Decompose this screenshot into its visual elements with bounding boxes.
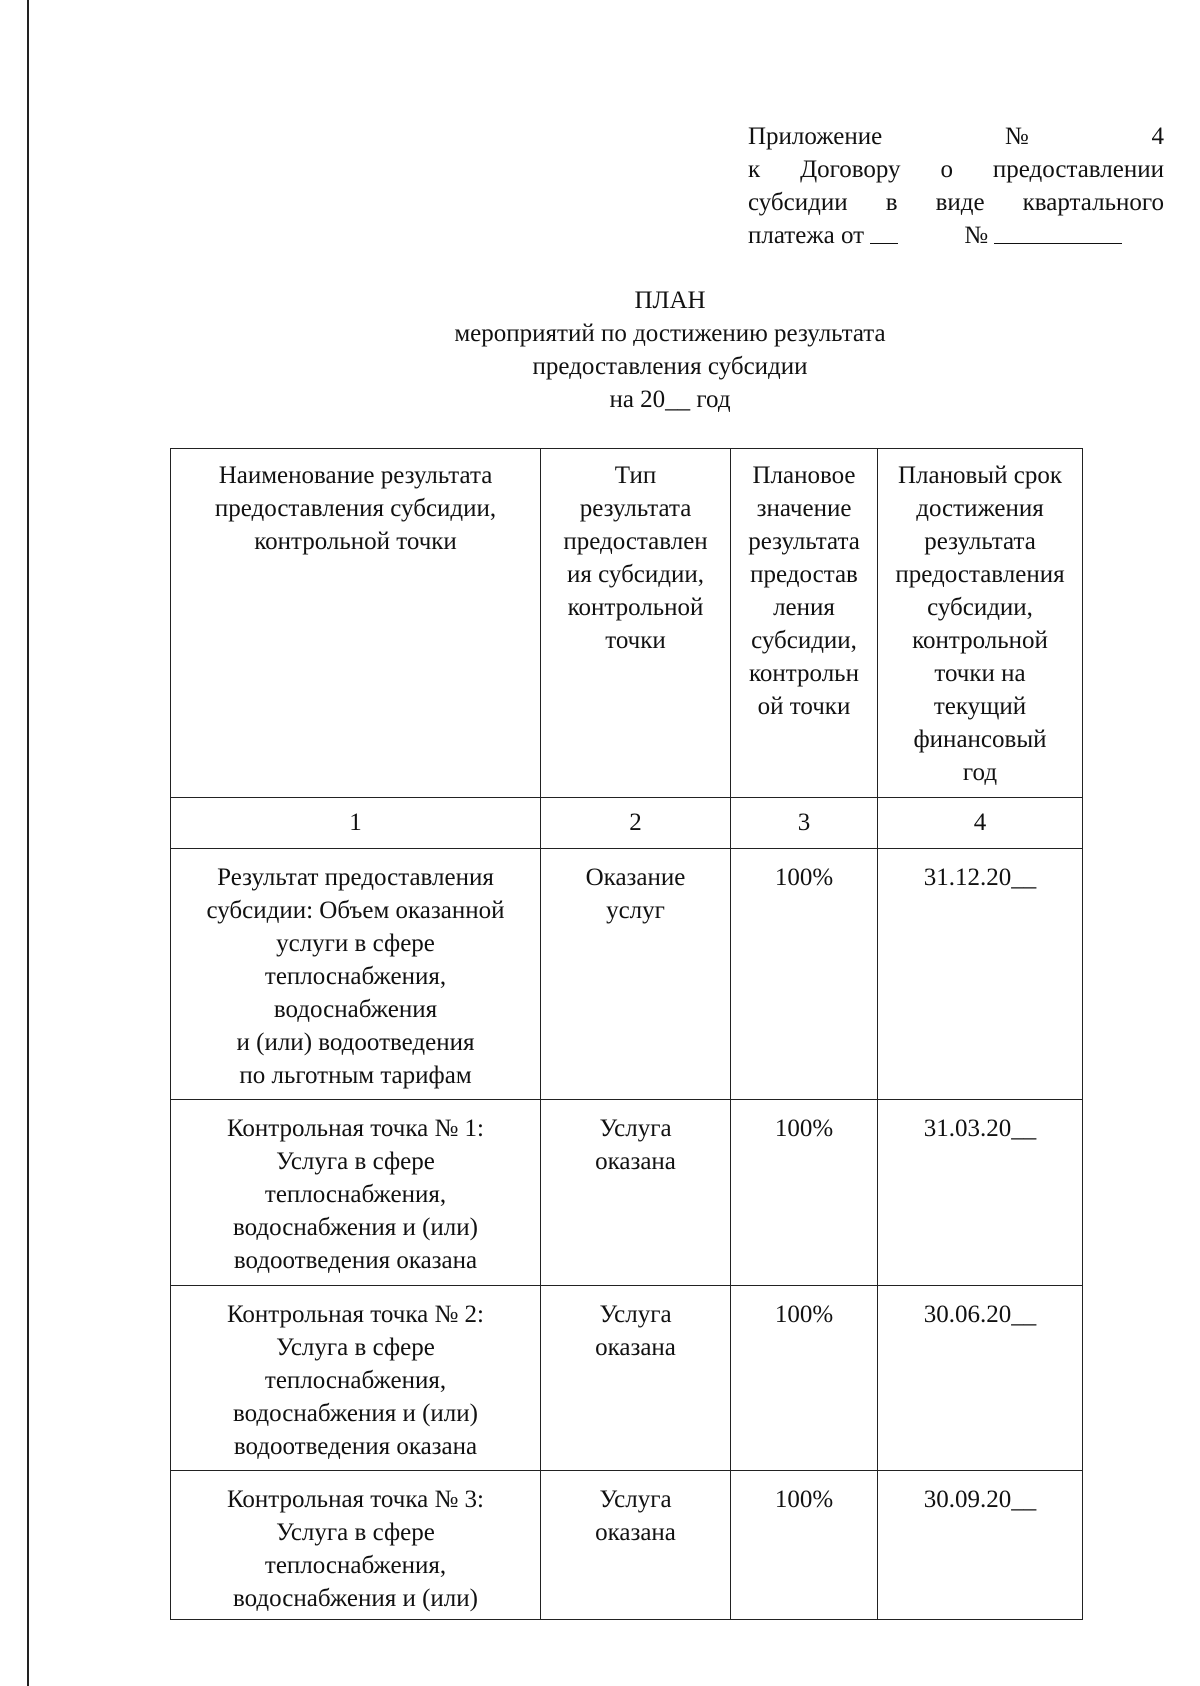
row-name: Результат предоставления субсидии: Объем оказанной услуги в сфере теплоснабжения, водоснабжения и (или) водоотведения по льготным тарифам bbox=[171, 849, 541, 1100]
row-deadline: 31.03.20__ bbox=[878, 1100, 1083, 1286]
date-blank bbox=[870, 219, 898, 244]
appendix-line-2 bbox=[748, 153, 1164, 186]
table-row bbox=[171, 1100, 1083, 1286]
page-edge-line bbox=[27, 0, 29, 1686]
column-number: 3 bbox=[731, 798, 878, 849]
row-type: Услуга оказана bbox=[541, 1100, 731, 1286]
row-type: Услуга оказана bbox=[541, 1471, 731, 1620]
row-deadline: 31.12.20__ bbox=[878, 849, 1083, 1100]
row-name: Контрольная точка № 3: Услуга в сфере теплоснабжения, водоснабжения и (или) bbox=[171, 1471, 541, 1620]
column-number: 1 bbox=[171, 798, 541, 849]
column-number: 2 bbox=[541, 798, 731, 849]
contract-number-blank bbox=[994, 219, 1122, 244]
title-line-1: мероприятий по достижению результата bbox=[454, 320, 886, 347]
title-line-3: на 20__ год bbox=[609, 386, 731, 413]
title-line-2: предоставления субсидии bbox=[532, 353, 808, 380]
appendix-note bbox=[748, 120, 1164, 252]
row-deadline: 30.09.20__ bbox=[878, 1471, 1083, 1620]
header-planned-deadline: Плановый срок достижения результата предоставления субсидии, контрольной точки на текущий финансовый год bbox=[878, 449, 1083, 798]
row-type: Оказание услуг bbox=[541, 849, 731, 1100]
header-name: Наименование результата предоставления субсидии, контрольной точки bbox=[171, 449, 541, 798]
appendix-number: 4 bbox=[1151, 123, 1164, 150]
appendix-text-2: к Договору о предоставлении bbox=[748, 156, 1164, 183]
header-planned-value: Плановое значение результата предостав ления субсидии, контрольн ой точки bbox=[731, 449, 878, 798]
table-row bbox=[171, 849, 1083, 1100]
appendix-line-4 bbox=[748, 219, 1164, 252]
table-row bbox=[171, 1471, 1083, 1620]
row-type: Услуга оказана bbox=[541, 1286, 731, 1471]
appendix-label: Приложение bbox=[748, 123, 883, 150]
row-deadline: 30.06.20__ bbox=[878, 1286, 1083, 1471]
appendix-number-sign: № bbox=[1004, 123, 1029, 150]
appendix-text-3: субсидии в виде квартального bbox=[748, 189, 1164, 216]
appendix-line-1 bbox=[748, 120, 1164, 153]
table-header-row bbox=[171, 449, 1083, 798]
row-name: Контрольная точка № 2: Услуга в сфере теплоснабжения, водоснабжения и (или) водоотведения оказана bbox=[171, 1286, 541, 1471]
document-title bbox=[300, 284, 1040, 416]
row-value: 100% bbox=[731, 849, 878, 1100]
table-row bbox=[171, 1286, 1083, 1471]
title-heading: ПЛАН bbox=[634, 287, 706, 314]
row-name: Контрольная точка № 1: Услуга в сфере теплоснабжения, водоснабжения и (или) водоотведения оказана bbox=[171, 1100, 541, 1286]
contract-number-sign: № bbox=[964, 222, 989, 249]
appendix-line-3 bbox=[748, 186, 1164, 219]
column-number: 4 bbox=[878, 798, 1083, 849]
plan-table bbox=[170, 448, 1083, 1620]
row-value: 100% bbox=[731, 1100, 878, 1286]
appendix-date-label: платежа от bbox=[748, 222, 865, 249]
row-value: 100% bbox=[731, 1286, 878, 1471]
column-numbers-row bbox=[171, 798, 1083, 849]
header-type: Тип результата предоставлен ия субсидии, контрольной точки bbox=[541, 449, 731, 798]
row-value: 100% bbox=[731, 1471, 878, 1620]
